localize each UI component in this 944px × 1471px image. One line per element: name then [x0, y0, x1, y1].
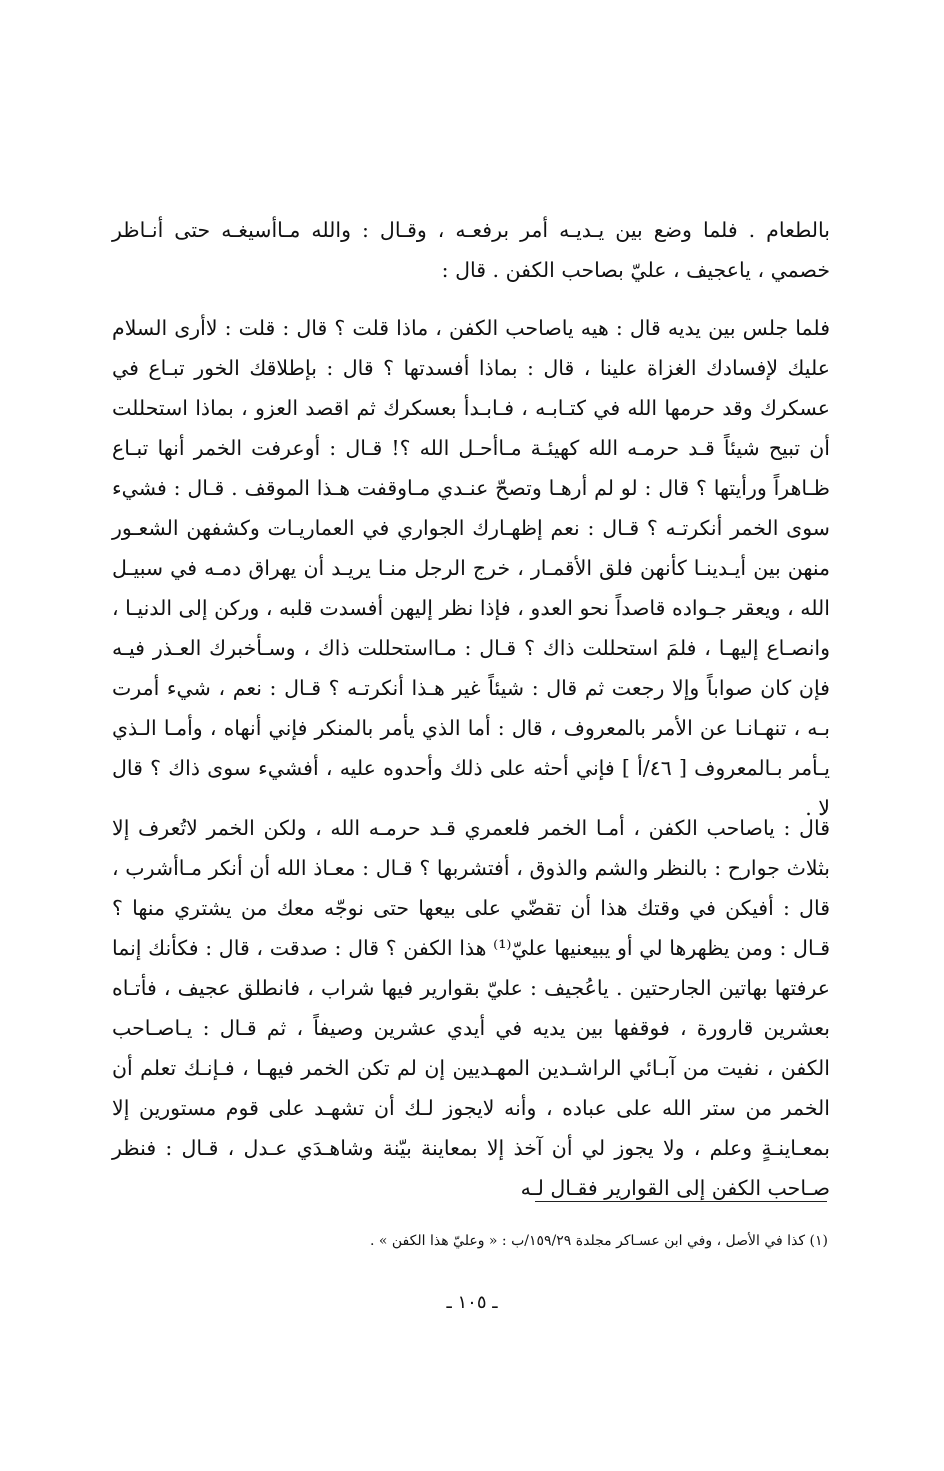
footnote-separator	[535, 1201, 827, 1202]
paragraph-3: قال : ياصاحب الكفن ، أمـا الخمر فلعمري قـد حرمـه الله ، ولكن الخمر لاتُعرف إلا بثلاث جوارح : بالنظر والشم والذوق ، أفتشربها ؟ قـال : معـاذ الله أن أنكر مـاأشرب ، قال : أفيكن في وقتك هذا أن تقضّي على بيعها حتى نوجّه معك من يشتري منها ؟ قـال : ومن يظهرها لي أو يبيعنيها عليّ⁽¹⁾ هذا الكفن ؟ قال : صدقت ، قال : فكأنك إنما عرفتها بهاتين الجارحتين . ياعُجيف : عليّ بقوارير فيها شراب ، فانطلق عجيف ، فأتـاه بعشرين قارورة ، فوقفها بين يديه في أيدي عشرين وصيفاً ، ثم قـال : يـاصـاحب الكفن ، نفيت من آبـائي الراشـدين المهـديين إن لم تكن الخمر فيهـا ، فـإنـك تعلم أن الخمر من ستر الله على عباده ، وأنه لايجوز لـك أن تشهـد على قوم مستورين إلا بمعـاينـةٍ وعلم ، ولا يجوز لي أن آخذ إلا بمعاينة بيّنة وشاهـدَي عـدل ، قـال : فنظر صـاحب الكفن إلى القوارير فقـال لـه	[112, 816, 830, 1200]
paragraph-2: فلما جلس بين يديه قال : هيه ياصاحب الكفن ، ماذا قلت ؟ قال : قلت : لاأرى السلام عليك لإفسادك الغزاة علينا ، قال : بماذا أفسدتها ؟ قال : بإطلاقك الخور تبـاع في عسكرك وقد حرمها الله في كتـابـه ، فـابـدأ بعسكرك ثم اقصد العزو ، بماذا استحللت أن تبيح شيئاً قـد حرمـه الله كهيئـة مـاأحـل الله ؟! قـال : أوعرفت الخمر أنها تبـاع ظـاهراً ورأيتها ؟ قال : لو لم أرهـا وتصحّ عنـدي مـاوقفت هـذا الموقف . قـال : فشيء سوى الخمر أنكرتـه ؟ قـال : نعم إظهـارك الجواري في العماريـات وكشفهن الشعـور منهن بين أيـدينـا كأنهن فلق الأقمـار ، خرج الرجل منـا يريـد أن يهراق دمـه في سبيـل الله ، ويعقر جـواده قاصداً نحو العدو ، فإذا نظر إليهن أفسدت قلبه ، وركن إلى الدنيـا ، وانصـاع إليهـا ، فلمَ استحللت ذاك ؟ قـال : مـااستحللت ذاك ، وسـأخبرك العـذر فيـه فإن كان صواباً وإلا رجعت ثم قال : شيئاً غير هـذا أنكرتـه ؟ قـال : نعم ، شيء أمرت بـه ، تنهـانـا عن الأمر بالمعروف ، قال : أما الذي يأمر بالمنكر فإني أنهاه ، وأمـا الـذي يـأمر بـالمعروف [ ٤٦/أ ] فإني أحثه على ذلك وأحدوه عليه ، أفشيء سوى ذاك ؟ قال لا .	[112, 316, 831, 820]
paragraph-1: بالطعام . فلما وضع بين يـديـه أمر برفعـه ، وقـال : والله مـاأسيغـه حتى أنـاظر خصمي ، ياعجيف ، عليّ بصاحب الكفن . قال :	[112, 218, 830, 282]
page-number: ـ ١٠٥ ـ	[446, 1292, 498, 1313]
footnote: (١) كذا في الأصل ، وفي ابن عسـاكر مجلدة ١٥٩/٢٩/ب : « وعليّ هذا الكفن » .	[369, 1233, 828, 1249]
